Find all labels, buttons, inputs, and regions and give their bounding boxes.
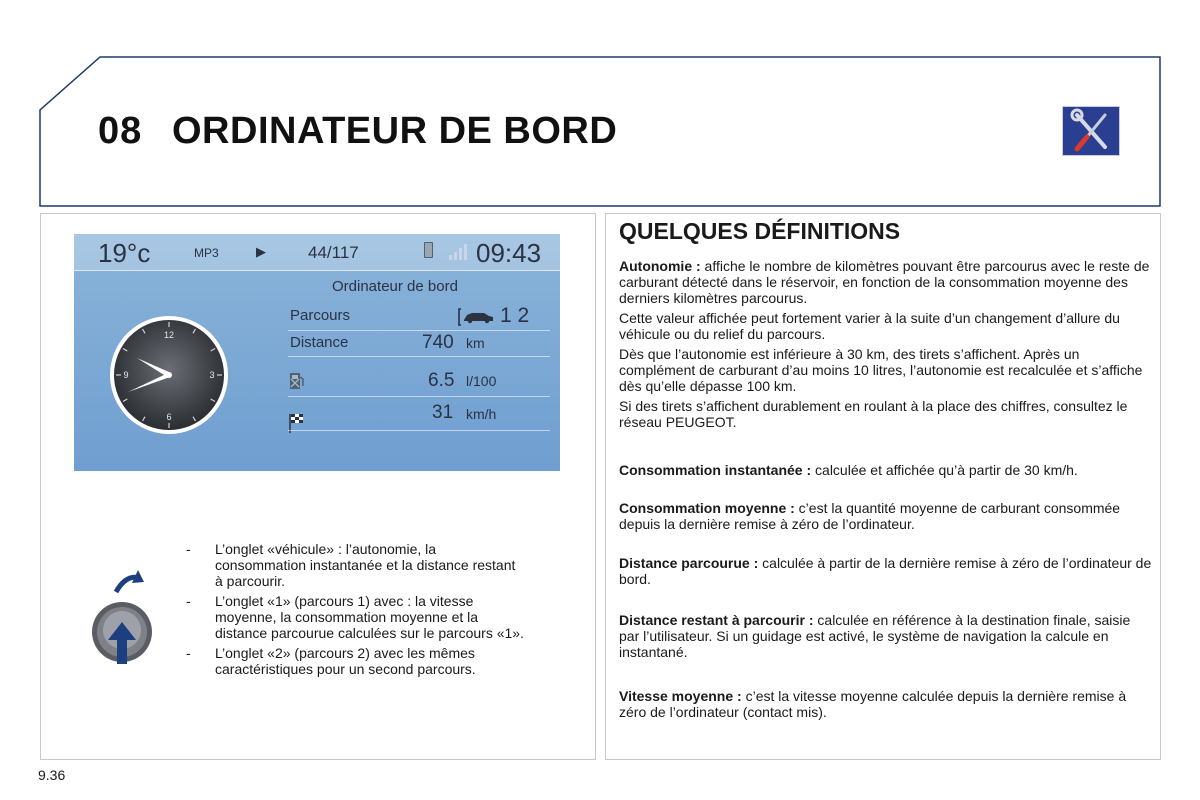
audio-source: MP3 [194,246,219,260]
list-item: - L’onglet «1» (parcours 1) avec : la vitesse moyenne, la consommation moyenne et la distance parcourue calculées sur le parcours «1». [186,593,524,641]
rotary-knob-icon [88,570,158,670]
analog-clock-icon [108,314,230,436]
distance-label: Distance [290,334,349,351]
phone-icon [424,242,433,258]
car-icon [458,307,498,327]
row-divider [288,430,550,431]
tools-icon [1062,106,1120,156]
clock-time: 09:43 [476,238,542,268]
distance-unit: km [466,335,485,351]
page-number: 9.36 [38,767,66,783]
chapter-title: ORDINATEUR DE BORD [172,110,618,152]
parcours-label: Parcours [290,307,351,324]
definition-consommation-instantanee: Consommation instantanée : calculée et affichée qu’à partir de 30 km/h. [619,462,1078,478]
row-divider [288,356,550,357]
list-item: - L’onglet «véhicule» : l’autonomie, la consommation instantanée et la distance restant à parcourir. [186,541,516,589]
consumption-unit: l/100 [466,373,497,389]
definition-vitesse-moyenne: Vitesse moyenne : c’est la vitesse moyenne calculée depuis la dernière remise à zéro de l’ordinateur (contact mis). [619,688,1127,720]
distance-value: 740 [422,332,454,353]
clock-number-6: 6 [166,412,172,422]
speed-value: 31 [432,402,454,423]
display-screen [74,234,560,471]
row-divider [288,396,550,397]
definition-consommation-moyenne: Consommation moyenne : c’est la quantité moyenne de carburant consommée depuis la dernière remise à zéro de l’ordinateur. [619,500,1121,532]
temperature: 19°c [98,238,151,268]
definition-paragraph: Si des tirets s’affichent durablement en roulant à la place des chiffres, consultez le réseau PEUGEOT. [619,398,1128,430]
speed-unit: km/h [466,406,497,422]
definition-distance-restant: Distance restant à parcourir : calculée en référence à la destination finale, saisie par l’utilisateur. Si un guidage est activé, le système de navigation la calcule en instantané. [619,612,1131,660]
status-divider [74,270,560,271]
play-icon: ▶ [256,244,266,259]
clock-number-3: 3 [209,370,215,380]
list-item: - L’onglet «2» (parcours 2) avec les mêmes caractéristiques pour un second parcours. [186,645,476,677]
screen-subtitle: Ordinateur de bord [332,278,458,295]
consumption-value: 6.5 [428,370,455,391]
row-divider [288,330,550,331]
definition-paragraph: Dès que l’autonomie est inférieure à 30 km, des tirets s’affichent. Après un complément de carburant d’au moins 10 litres, l’autonomie est recalculée et s’affiche dès qu’elle dépasse 100 km. [619,346,1143,394]
definition-paragraph: Cette valeur affichée peut fortement varier à la suite d’un changement d’allure du véhicule ou du relief du parcours. [619,310,1120,342]
tab-numbers: 1 2 [500,304,530,327]
definition-autonomie: Autonomie : affiche le nombre de kilomètres pouvant être parcourus avec le reste de carburant détecté dans le réservoir, en fonction de la consommation moyenne des derniers kilomètres parcourus. Cette valeur affichée peut fortement varier à la suite d’un changement d’allure du véhicule ou du relief du parcours. Dès que l’autonomie est inférieure à 30 km, des tirets s’affichent. Après un complément de carburant d’au moins 10 litres, l’autonomie est recalculée et s’affiche dès qu’elle dépasse 100 km. Si des tirets s’affichent durablement en roulant à la place des chiffres, consultez le réseau PEUGEOT. [619,258,1153,434]
track-number: 44/117 [308,243,359,262]
tab-list [186,541,526,681]
clock-number-12: 12 [163,330,175,340]
definition-distance-parcourue: Distance parcourue : calculée à partir de la dernière remise à zéro de l’ordinateur de bord. [619,555,1152,587]
term-autonomie: Autonomie : [619,258,701,274]
header-frame [0,0,1200,210]
definitions-title: QUELQUES DÉFINITIONS [619,218,901,244]
chapter-number: 08 [98,110,143,152]
fuel-pump-icon [288,370,306,390]
clock-number-9: 9 [123,370,129,380]
signal-icon [448,242,470,260]
